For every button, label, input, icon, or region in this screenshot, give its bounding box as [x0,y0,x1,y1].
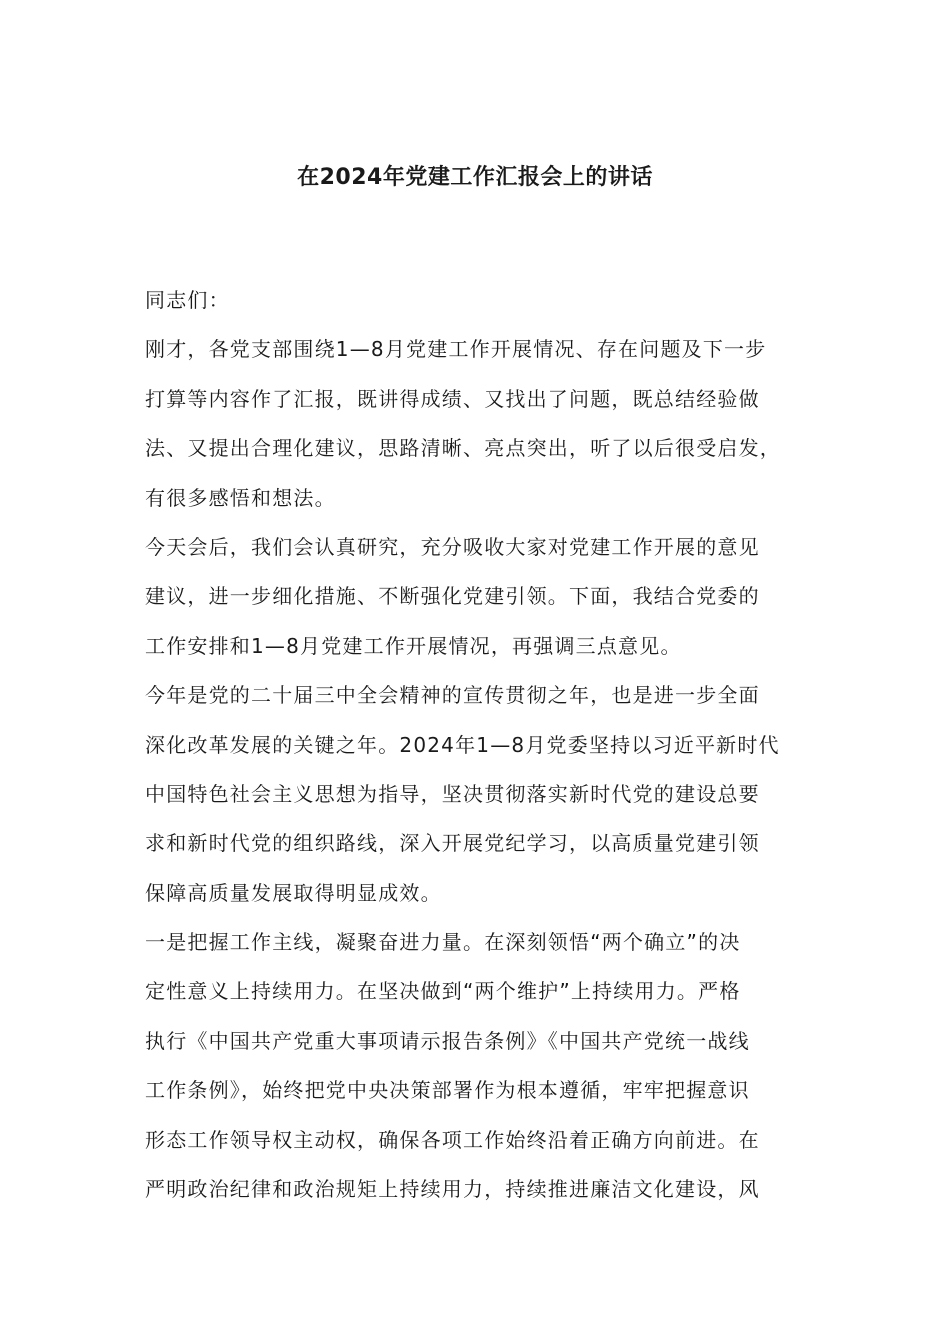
text-line: 工作安排和1—8月党建工作开展情况，再强调三点意见。 [145,633,682,658]
text-line: 今年是党的二十届三中全会精神的宣传贯彻之年，也是进一步全面 [145,683,760,708]
text-line: 一是把握工作主线，凝聚奋进力量。在深刻领悟“两个确立”的决 [145,930,741,955]
text-line: 打算等内容作了汇报，既讲得成绩、又找出了问题，既总结经验做 [145,386,760,411]
text-line: 严明政治纪律和政治规矩上持续用力，持续推进廉洁文化建设，风 [145,1177,760,1202]
text-line: 中国特色社会主义思想为指导，坚决贯彻落实新时代党的建设总要 [145,781,760,806]
text-line: 求和新时代党的组织路线，深入开展党纪学习，以高质量党建引领 [145,831,760,856]
document-title: 在2024年党建工作汇报会上的讲话 [297,165,653,190]
text-line: 执行《中国共产党重大事项请示报告条例》《中国共产党统一战线 [145,1028,750,1053]
text-line: 定性意义上持续用力。在坚决做到“两个维护”上持续用力。严格 [145,979,741,1004]
text-line: 法、又提出合理化建议，思路清晰、亮点突出，听了以后很受启发， [145,436,781,461]
text-line: 有很多感悟和想法。 [145,485,336,510]
document-body [145,280,815,1218]
text-line: 深化改革发展的关键之年。2024年1—8月党委坚持以习近平新时代 [145,732,780,757]
text-line: 今天会后，我们会认真研究，充分吸收大家对党建工作开展的意见 [145,534,760,559]
text-line: 建议，进一步细化措施、不断强化党建引领。下面，我结合党委的 [145,584,760,609]
text-line: 形态工作领导权主动权，确保各项工作始终沿着正确方向前进。在 [145,1127,760,1152]
text-line: 保障高质量发展取得明显成效。 [145,880,442,905]
text-line: 刚才，各党支部围绕1—8月党建工作开展情况、存在问题及下一步 [145,337,767,362]
text-line: 同志们： [145,288,230,312]
text-line: 工作条例》，始终把党中央决策部署作为根本遵循，牢牢把握意识 [145,1078,750,1103]
